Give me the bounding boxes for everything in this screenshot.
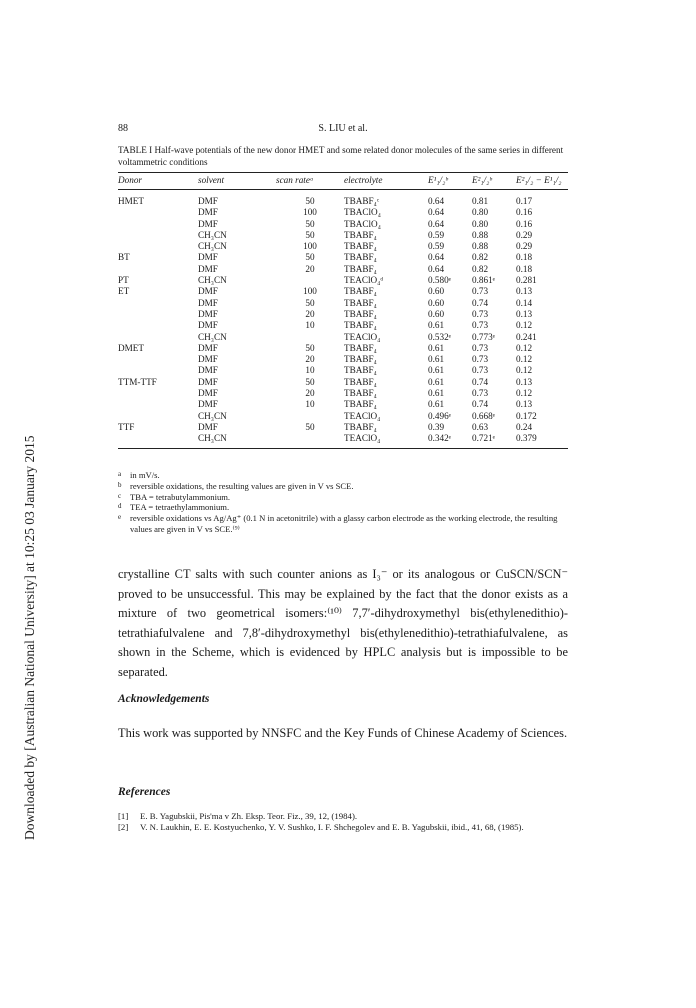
table-cell (118, 433, 198, 448)
table-cell: TBAClO₄ (344, 207, 381, 218)
table-cell: DMF (198, 365, 218, 376)
table-cell: 0.63 (472, 421, 489, 432)
column-header: E²₁/₂ − E¹₁/₂ (516, 175, 562, 185)
footnote-mark: c (118, 491, 122, 500)
table-cell (118, 309, 198, 320)
table-cell: 0.61 (428, 354, 445, 365)
table-cell: PT (118, 275, 129, 286)
table-row (118, 207, 568, 218)
reference-text: V. N. Laukhin, E. E. Kostyuchenko, Y. V. Sushko, I. F. Shchegolev and E. B. Yagubskii, ibid., 41, 68, (1985). (140, 822, 524, 832)
table-cell: 50 (305, 218, 315, 229)
table-cell: TBABF₄ (344, 229, 377, 240)
column-header: solvent (198, 175, 225, 185)
table-cell: 10 (305, 365, 315, 376)
footnote-text: reversible oxidations, the resulting values are given in V vs SCE. (130, 480, 354, 491)
table-cell: 0.861ᵉ (472, 275, 496, 286)
table-cell: 0.17 (516, 196, 533, 206)
table-cell: 0.73 (472, 354, 489, 365)
table-row (118, 422, 568, 433)
table-cell: 0.18 (516, 252, 533, 263)
download-note: Downloaded by [Australian National University] at 10:25 03 January 2015 (22, 435, 37, 840)
table-cell: 0.80 (472, 207, 489, 218)
table-cell: 100 (303, 241, 317, 252)
table-cell: DMET (118, 342, 145, 353)
table-cell: 0.59 (428, 241, 445, 252)
table-cell: 0.74 (472, 376, 489, 387)
footnote-text: TEA = tetraethylammonium. (130, 502, 230, 513)
table-cell: CH₃CN (198, 275, 227, 286)
table-cell: DMF (198, 376, 218, 387)
table-cell: TEAClO₄ (344, 331, 381, 342)
table-cell: 0.64 (428, 218, 445, 229)
reference-text: E. B. Yagubskii, Pis'ma v Zh. Eksp. Teor. Fiz., 39, 12, (1984). (140, 811, 358, 821)
table-cell: TBABF₄ (344, 421, 377, 432)
table-cell: TTM-TTF (118, 376, 157, 387)
table-cell: 0.73 (472, 342, 489, 353)
table-cell: 0.12 (516, 388, 533, 399)
table-cell: 0.61 (428, 342, 445, 353)
table-cell: 0.24 (516, 421, 533, 432)
table-cell: 20 (305, 308, 315, 319)
column-header: E²₁/₂ᵇ (472, 175, 492, 185)
table-cell (118, 365, 198, 376)
table-cell (118, 219, 198, 230)
table-cell (118, 320, 198, 331)
table-row (118, 433, 568, 448)
references-heading: References (118, 786, 171, 798)
table-cell: 0.12 (516, 342, 533, 353)
table-row (118, 275, 568, 286)
table-cell: 100 (303, 286, 317, 297)
table-cell: 0.342ᵉ (428, 433, 452, 444)
table-cell (118, 399, 198, 410)
table-cell: DMF (198, 308, 218, 319)
table-cell: 0.29 (516, 241, 533, 252)
table-cell: CH₃CN (198, 433, 227, 444)
table-cell: CH₃CN (198, 410, 227, 421)
reference-list (118, 811, 568, 833)
table-cell: 0.64 (428, 196, 445, 206)
table-cell (118, 207, 198, 218)
table-row (118, 309, 568, 320)
table-cell: 0.13 (516, 399, 533, 410)
download-watermark (0, 0, 37, 1008)
table-cell: 0.29 (516, 229, 533, 240)
table-cell (118, 298, 198, 309)
table-cell: 10 (305, 399, 315, 410)
table-cell: 0.14 (516, 297, 533, 308)
column-header: Donor (118, 175, 142, 185)
table-cell: TBABF₄ (344, 263, 377, 274)
body-paragraph: crystalline CT salts with such counter anions as I₃⁻ or its analogous or CuSCN/SCN⁻ proved to be unsuccessful. This may be explained by the fact that the donor exists as a mixture of two geometrical isomers:⁽¹⁰⁾ 7,7′-dihydroxymethyl bis(ethylenedithio)-tetrathiafulvalene and 7,8′-dihydroxymethyl bis(ethylenedithio)-tetrathiafulvalene, as shown in the Scheme, which is evidenced by HPLC analysis but is impossible to be separated. (118, 567, 568, 679)
table-cell: TBABF₄ (344, 252, 377, 263)
table-row (118, 365, 568, 376)
table-cell: 50 (305, 421, 315, 432)
table-caption: TABLE I Half-wave potentials of the new donor HMET and some related donor molecules of the same series in different voltammetric conditions (118, 145, 564, 167)
table-row (118, 411, 568, 422)
table-row (118, 343, 568, 354)
table-cell (118, 241, 198, 252)
table-cell (118, 388, 198, 399)
table-cell: CH₃CN (198, 331, 227, 342)
table-cell: 0.73 (472, 286, 489, 297)
table-cell: DMF (198, 286, 218, 297)
table-cell: TBABF₄ (344, 399, 377, 410)
table-cell: 0.16 (516, 207, 533, 218)
table-cell: 50 (305, 342, 315, 353)
table-cell: TTF (118, 421, 135, 432)
table-cell: TBABF₄ (344, 320, 377, 331)
footnote-text: TBA = tetrabutylammonium. (130, 491, 231, 502)
table-cell: 0.60 (428, 308, 445, 319)
table-cell: 20 (305, 388, 315, 399)
table-cell: 100 (303, 207, 317, 218)
table-cell: TBABF₄ (344, 365, 377, 376)
table-cell (118, 354, 198, 365)
table-row (118, 264, 568, 275)
table-row (118, 377, 568, 388)
table-cell: TBABF₄ (344, 297, 377, 308)
table-cell: 0.12 (516, 354, 533, 365)
footnote (118, 492, 568, 503)
table-cell: 0.721ᵉ (472, 433, 496, 444)
table-cell: 0.580ᵉ (428, 275, 452, 286)
table-header-row (118, 173, 568, 190)
table-cell: 0.73 (472, 320, 489, 331)
table-cell: DMF (198, 252, 218, 263)
table-cell: CH₃CN (198, 241, 227, 252)
footnote (118, 513, 568, 535)
table-row (118, 320, 568, 331)
table-cell: 0.88 (472, 229, 489, 240)
page-number: 88 (118, 123, 128, 134)
table-cell: 0.61 (428, 365, 445, 376)
potentials-table (118, 172, 568, 449)
table-row (118, 332, 568, 343)
table-cell: 0.13 (516, 376, 533, 387)
table-footnotes (118, 470, 568, 535)
table-cell: 0.82 (472, 252, 489, 263)
table-cell: 0.668ᵉ (472, 410, 496, 421)
table-row (118, 190, 568, 208)
table-cell: 0.82 (472, 263, 489, 274)
table-cell: TBABF₄ᶜ (344, 196, 380, 206)
table-cell: TBABF₄ (344, 388, 377, 399)
table-cell: 50 (305, 196, 315, 206)
table-row (118, 388, 568, 399)
table-cell: DMF (198, 263, 218, 274)
table-cell: 0.64 (428, 207, 445, 218)
table-cell: TBABF₄ (344, 308, 377, 319)
table-cell: DMF (198, 342, 218, 353)
table-cell: 0.13 (516, 286, 533, 297)
table-row (118, 230, 568, 241)
table-cell (118, 230, 198, 241)
table-cell: 0.61 (428, 399, 445, 410)
table-cell: 0.60 (428, 297, 445, 308)
table-cell: 0.73 (472, 388, 489, 399)
table-cell: 0.12 (516, 365, 533, 376)
table-cell: 0.74 (472, 297, 489, 308)
table-row (118, 252, 568, 263)
table-cell: BT (118, 252, 130, 263)
table-cell: 0.74 (472, 399, 489, 410)
footnote-mark: e (118, 513, 122, 522)
table-cell: DMF (198, 354, 218, 365)
column-header: E¹₁/₂ᵇ (428, 175, 448, 185)
table-cell: 0.379 (516, 433, 537, 444)
footnote-mark: a (118, 470, 122, 478)
table-cell: 0.64 (428, 252, 445, 263)
table-cell: HMET (118, 196, 145, 206)
reference-number: [2] (118, 822, 129, 832)
table-cell: 0.39 (428, 421, 445, 432)
table-cell: 50 (305, 229, 315, 240)
table-cell: 0.61 (428, 320, 445, 331)
table-cell: 0.12 (516, 320, 533, 331)
table-cell: DMF (198, 399, 218, 410)
table-cell: 0.64 (428, 263, 445, 274)
table-cell: 0.88 (472, 241, 489, 252)
table-cell: DMF (198, 421, 218, 432)
table-cell: TEAClO₄ᵈ (344, 275, 384, 286)
table-cell: TBABF₄ (344, 342, 377, 353)
reference-item (118, 811, 568, 822)
footnote-mark: d (118, 502, 122, 511)
table-cell: 0.773ᵉ (472, 331, 496, 342)
table-cell: 0.496ᵉ (428, 410, 452, 421)
table-cell (276, 433, 344, 448)
table-cell: 0.18 (516, 263, 533, 274)
table-cell: 0.73 (472, 365, 489, 376)
table-cell: 0.61 (428, 376, 445, 387)
table-cell: 0.281 (516, 275, 537, 286)
table-cell: 0.13 (516, 308, 533, 319)
table-cell: 0.241 (516, 331, 537, 342)
table-cell: DMF (198, 388, 218, 399)
footnote-text: reversible oxidations vs Ag/Ag⁺ (0.1 N in acetonitrile) with a glassy carbon electrode as the working electrode, the resulting values are given in V vs SCE.⁽⁹⁾ (130, 513, 558, 534)
acknowledgements-text: This work was supported by NNSFC and the Key Funds of Chinese Academy of Sciences. (118, 726, 568, 740)
table-cell: DMF (198, 297, 218, 308)
table-cell: TBABF₄ (344, 376, 377, 387)
footnote (118, 470, 568, 481)
table-cell: ET (118, 286, 130, 297)
table-cell (276, 275, 344, 286)
column-header: scan rateᵃ (276, 175, 314, 185)
table-row (118, 219, 568, 230)
table-row (118, 399, 568, 410)
table-cell: DMF (198, 320, 218, 331)
reference-item (118, 822, 568, 833)
table-cell (276, 332, 344, 343)
table-cell: TBABF₄ (344, 354, 377, 365)
footnote (118, 502, 568, 513)
table-cell: 50 (305, 297, 315, 308)
table-cell: 0.532ᵉ (428, 331, 452, 342)
table-cell: TBABF₄ (344, 241, 377, 252)
table-cell: 0.172 (516, 410, 537, 421)
footnote-mark: b (118, 480, 122, 489)
table-cell: 50 (305, 252, 315, 263)
column-header: electrolyte (344, 175, 383, 185)
reference-number: [1] (118, 811, 129, 821)
table-cell: DMF (198, 207, 218, 218)
table-cell: 20 (305, 263, 315, 274)
table-cell: 0.60 (428, 286, 445, 297)
table-cell: CH₃CN (198, 229, 227, 240)
table-row (118, 286, 568, 297)
table-cell: 10 (305, 320, 315, 331)
table-cell (118, 411, 198, 422)
table-cell: DMF (198, 218, 218, 229)
table-cell: TBABF₄ (344, 286, 377, 297)
table-cell: 0.16 (516, 218, 533, 229)
acknowledgements-heading: Acknowledgements (118, 693, 210, 705)
table-cell: 50 (305, 376, 315, 387)
table-cell: 0.61 (428, 388, 445, 399)
table-row (118, 354, 568, 365)
table-cell (118, 264, 198, 275)
table-cell: 20 (305, 354, 315, 365)
footnote (118, 481, 568, 492)
table-cell: DMF (198, 196, 218, 206)
table-cell: 0.81 (472, 196, 489, 206)
running-authors: S. LIU et al. (318, 123, 368, 134)
table-cell: 0.59 (428, 229, 445, 240)
table-cell: 0.73 (472, 308, 489, 319)
table-row (118, 241, 568, 252)
table-row (118, 298, 568, 309)
table-cell: TEAClO₄ (344, 433, 381, 444)
table-cell (276, 411, 344, 422)
footnote-text: in mV/s. (130, 470, 160, 480)
table-cell: TEAClO₄ (344, 410, 381, 421)
table-cell (118, 332, 198, 343)
table-cell: 0.80 (472, 218, 489, 229)
table-cell: TBAClO₄ (344, 218, 381, 229)
